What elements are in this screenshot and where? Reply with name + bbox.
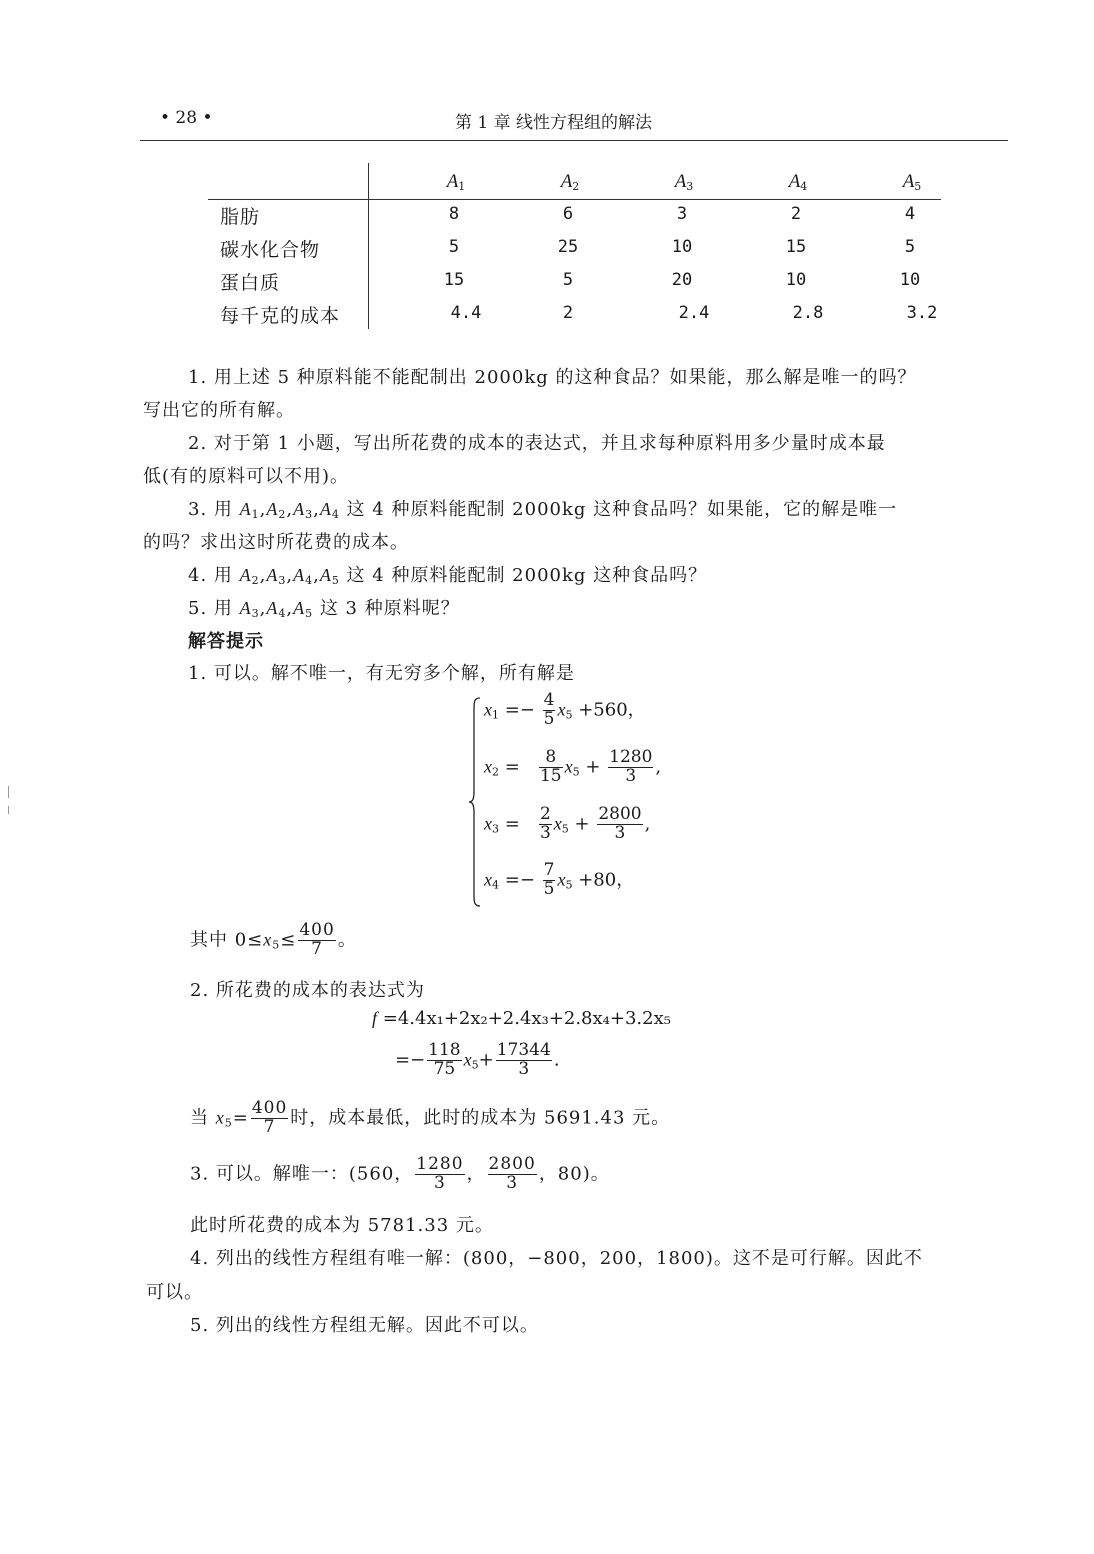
table-cell: 8 <box>448 204 460 224</box>
chapter-title: 第 1 章 线性方程组的解法 <box>455 113 653 133</box>
table-cell: 3.2 <box>906 303 938 323</box>
table-cell: 5 <box>904 237 916 257</box>
scan-mark <box>8 806 9 814</box>
question-4: 4. 用 $A_2,A_3,A_4,A_5$ 这 4 种原料能配制 2000kg 这种食品吗？ <box>188 565 708 587</box>
answer-5: 5. 列出的线性方程组无解。因此不可以。 <box>190 1315 539 1336</box>
system-eq-3: $x_3$ = $\frac{2}{3}$ $x_5$ + $\frac{2800}{3}$ , <box>484 804 651 843</box>
question-3-line-2: 的吗？求出这时所花费的成本。 <box>143 532 409 553</box>
system-eq-4: $x_4$ =− $\frac{7}{5}$ $x_5 +80$， <box>484 860 635 899</box>
scan-mark <box>8 786 9 798</box>
question-3-line-1: 3. 用 $A_1,A_2,A_3,A_4$ 这 4 种原料能配制 2000kg 这种食品吗？如果能，它的解是唯一 <box>188 499 898 521</box>
answer-3-cost: 此时所花费的成本为 5781.33 元。 <box>190 1215 494 1236</box>
cost-expression-simplified: =− $\frac{118}{75}$ $x_5+$ $\frac{17344}{3}$ . <box>395 1040 560 1079</box>
question-5: 5. 用 $A_3,A_4,A_5$ 这 3 种原料呢？ <box>188 598 460 620</box>
row-label-carbohydrate: 碳水化合物 <box>220 239 321 261</box>
answer-1-intro: 1. 可以。解不唯一，有无穷多个解，所有解是 <box>188 663 575 684</box>
table-top-rule <box>208 199 941 200</box>
table-cell: 3 <box>676 204 688 224</box>
table-cell: 25 <box>557 237 579 257</box>
table-cell: 4.4 <box>450 303 482 323</box>
table-cell: 15 <box>785 237 807 257</box>
table-cell: 10 <box>899 270 921 290</box>
system-eq-1: $x_1$ =− $\frac{4}{5}$ $x_5 +560$， <box>484 690 646 729</box>
table-cell: 2.8 <box>792 303 824 323</box>
system-eq-2: $x_2$ = $\frac{8}{15}$ $x_5$ + $\frac{1280}{3}$ , <box>484 747 662 786</box>
left-brace <box>468 696 482 908</box>
question-2-line-2: 低(有的原料可以不用)。 <box>143 466 350 487</box>
table-cell: 5 <box>448 237 460 257</box>
col-header-a3: $A_3$ <box>674 171 694 193</box>
table-cell: 10 <box>785 270 807 290</box>
cost-expression: f =4.4x₁+2x₂+2.4x₃+2.8x₄+3.2x₅ <box>372 1008 671 1029</box>
table-vertical-rule <box>368 163 369 329</box>
row-label-fat: 脂肪 <box>220 206 261 228</box>
answer-4-line-2: 可以。 <box>146 1282 203 1303</box>
table-cell: 2 <box>562 303 574 323</box>
col-header-a4: $A_4$ <box>788 171 808 193</box>
question-2-line-1: 2. 对于第 1 小题，写出所花费的成本的表达式，并且求每种原料用多少量时成本最 <box>188 433 886 454</box>
table-cell: 5 <box>562 270 574 290</box>
minimum-cost: 当 $x_5=$ $\frac{400}{7}$ 时，成本最低，此时的成本为 5691.43 元。 <box>190 1098 671 1137</box>
page-number: • 28 • <box>160 108 213 128</box>
question-1-line-1: 1. 用上述 5 种原料能不能配制出 2000kg 的这种食品？如果能，那么解是唯一的吗？ <box>188 367 917 388</box>
table-cell: 2 <box>790 204 802 224</box>
table-cell: 4 <box>904 204 916 224</box>
row-label-cost-per-kg: 每千克的成本 <box>220 305 341 327</box>
question-1-line-2: 写出它的所有解。 <box>143 400 295 421</box>
answer-4-line-1: 4. 列出的线性方程组有唯一解：(800，−800，200，1800)。这不是可行解。因此不 <box>190 1248 923 1269</box>
x5-range: 其中 $0\le x_5\le$ $\frac{400}{7}$ 。 <box>190 920 357 959</box>
answers-heading: 解答提示 <box>188 631 264 652</box>
header-rule <box>140 140 1008 141</box>
answer-3: 3. 可以。解唯一：(560， $\frac{1280}{3}$ ， $\frac{2800}{3}$ ，80)。 <box>190 1154 610 1193</box>
table-cell: 20 <box>671 270 693 290</box>
table-cell: 15 <box>443 270 465 290</box>
table-cell: 2.4 <box>678 303 710 323</box>
row-label-protein: 蛋白质 <box>220 272 281 294</box>
table-cell: 10 <box>671 237 693 257</box>
col-header-a2: $A_2$ <box>560 171 580 193</box>
col-header-a1: $A_1$ <box>446 171 466 193</box>
table-cell: 6 <box>562 204 574 224</box>
answer-2-intro: 2. 所花费的成本的表达式为 <box>190 980 425 1001</box>
col-header-a5: $A_5$ <box>902 171 922 193</box>
